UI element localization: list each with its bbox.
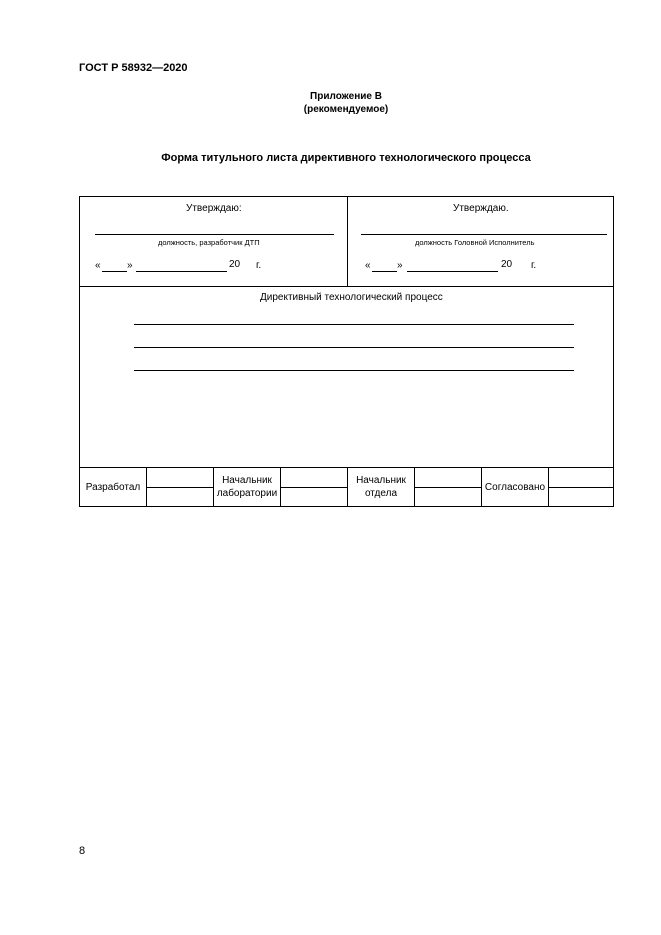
approve-right-date-open: « [365, 260, 371, 271]
approve-left-year-suffix: г. [256, 260, 262, 271]
approve-left-month-field[interactable] [136, 271, 227, 272]
approve-left-day-field[interactable] [102, 271, 127, 272]
approve-right-day-field[interactable] [372, 271, 397, 272]
sig-field-developed-name[interactable] [147, 468, 213, 487]
approve-right-year-prefix: 20 [501, 259, 513, 270]
page-number: 8 [79, 845, 86, 857]
process-name-line-1[interactable] [134, 324, 574, 325]
sig-label-developed: Разработал [85, 481, 141, 493]
approve-left-date-open: « [95, 260, 101, 271]
sig-field-dept-head-sign[interactable] [415, 488, 481, 506]
approve-left-year-prefix: 20 [229, 259, 241, 270]
standard-designation: ГОСТ Р 58932—2020 [79, 62, 188, 74]
sig-field-lab-head-name[interactable] [281, 468, 347, 487]
sig-field-dept-head-name[interactable] [415, 468, 481, 487]
sig-field-agreed-name[interactable] [549, 468, 613, 487]
sig-field-lab-head-sign[interactable] [281, 488, 347, 506]
approve-left-caption: должность, разработчик ДТП [158, 238, 260, 247]
approval-bottom-border [80, 286, 613, 287]
appendix-title: Приложение В [310, 91, 382, 102]
process-title: Директивный технологический процесс [260, 292, 443, 303]
sig-label-dept-head: Начальник отдела [356, 475, 406, 499]
approve-right-caption: должность Головной Исполнитель [415, 238, 535, 247]
approve-right-heading: Утверждаю. [453, 203, 509, 214]
form-title: Форма титульного листа директивного технологического процесса [161, 152, 531, 164]
approve-left-position-line[interactable] [95, 234, 334, 235]
process-name-line-2[interactable] [134, 347, 574, 348]
approve-right-year-suffix: г. [531, 260, 537, 271]
title-page-form [79, 196, 614, 507]
approval-divider [347, 197, 348, 287]
approve-right-date-close: » [397, 260, 403, 271]
approve-right-position-line[interactable] [361, 234, 607, 235]
approve-left-heading: Утверждаю: [186, 203, 242, 214]
approve-left-date-close: » [127, 260, 133, 271]
sig-field-developed-sign[interactable] [147, 488, 213, 506]
process-name-line-3[interactable] [134, 370, 574, 371]
sig-field-agreed-sign[interactable] [549, 488, 613, 506]
approve-right-month-field[interactable] [407, 271, 498, 272]
appendix-subtitle: (рекомендуемое) [303, 104, 389, 115]
sig-label-lab-head: Начальник лаборатории [216, 475, 278, 499]
sig-label-agreed: Согласовано [484, 481, 546, 493]
